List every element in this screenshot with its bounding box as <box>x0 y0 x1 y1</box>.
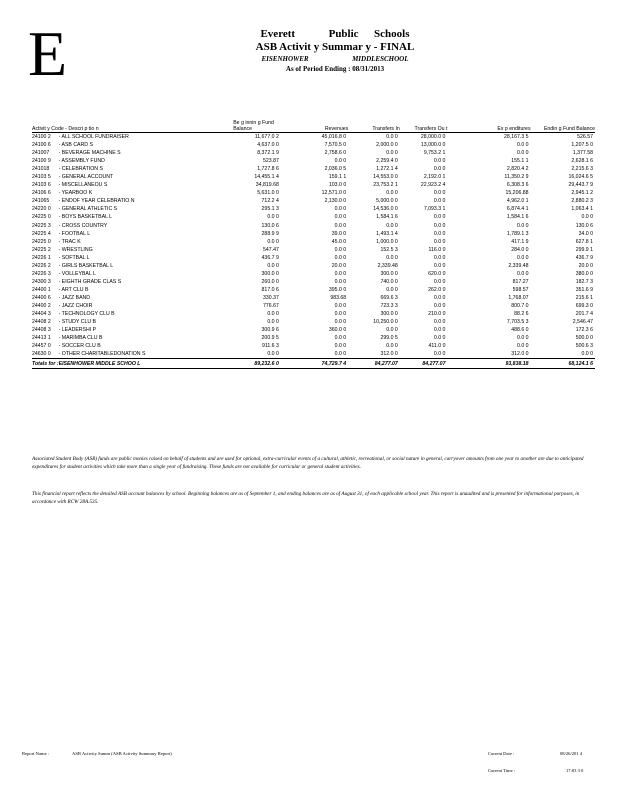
footer-time-value: 17:03 3 0 <box>566 768 584 773</box>
district-name-word-2: Public <box>328 28 359 40</box>
transfers-out: 411.0 0 <box>428 343 446 350</box>
col-beginning-balance: Be g innin g Fund Balance <box>233 116 281 133</box>
revenues: 0.0 0 <box>334 351 347 358</box>
table-row <box>32 318 595 326</box>
activity-code: 24225 4 <box>32 230 51 237</box>
activity-description: - OTHER CHARITABLEDONATION S <box>58 351 146 358</box>
beginning-balance: 436.7 9 <box>261 254 279 261</box>
activity-code: 24225 3 <box>32 222 51 229</box>
transfers-in: 10,250.0 0 <box>373 319 398 326</box>
activity-code: 24226 3 <box>32 270 51 277</box>
expenditures: 11,350.2 9 <box>504 174 529 181</box>
transfers-out: 0.0 0 <box>433 238 446 245</box>
beginning-balance: 0.0 0 <box>267 319 279 326</box>
activity-description: - STUDY CLU B <box>58 319 96 326</box>
ending-balance: 201.7 4 <box>575 311 593 318</box>
footer-report-name: ASB Activity Summ (ASB Activity Summary Report) <box>72 751 172 756</box>
activity-code: 24106 6 <box>32 190 51 197</box>
ending-balance: 2,628.1 6 <box>571 158 593 165</box>
activity-code: 24630 0 <box>32 351 51 358</box>
table-row <box>32 262 595 270</box>
school-level: MIDDLESCHOOL <box>352 55 409 63</box>
table-row <box>32 270 595 278</box>
expenditures: 800.7 0 <box>511 303 529 309</box>
ending-balance: 526.57 <box>577 134 593 141</box>
activity-code: 24300 3 <box>32 278 51 285</box>
beginning-balance: 523.87 <box>262 158 279 165</box>
ending-balance: 380.0 0 <box>575 270 593 277</box>
totals-ending: 68,124.1 6 <box>531 359 595 369</box>
revenues: 0.0 0 <box>334 222 347 229</box>
revenues: 0.0 0 <box>334 335 347 342</box>
expenditures: 0.0 0 <box>517 335 529 342</box>
table-row <box>32 246 595 254</box>
table-row <box>32 157 595 165</box>
transfers-in: 300.0 0 <box>380 270 398 277</box>
revenues: 2,130.0 0 <box>324 198 347 205</box>
district-name-word-1: Everett <box>260 28 296 40</box>
ending-balance: 29,443.7 9 <box>568 182 593 189</box>
transfers-in: 723.3 3 <box>380 303 398 309</box>
activity-description: - TRAC K <box>58 238 81 245</box>
beginning-balance: 0.0 0 <box>267 238 279 245</box>
activity-description: - GENERAL ATHLETIC S <box>58 206 118 213</box>
totals-expenditures: 93,838.18 <box>447 359 530 369</box>
ending-balance: 436.7 9 <box>575 254 593 261</box>
beginning-balance: 4,637.0 0 <box>257 142 279 149</box>
col-activity-code-label: Activit y Code <box>32 126 64 132</box>
transfers-in: 0.0 0 <box>386 286 398 293</box>
activity-code: 24100 2 <box>32 134 51 141</box>
activity-description: - JAZZ CHOIR <box>58 303 93 309</box>
expenditures: 155.1 1 <box>511 158 529 165</box>
school-name: EISENHOWER <box>261 55 309 63</box>
transfers-out: 9,753.2 1 <box>423 150 446 157</box>
activity-description: - CELEBRATION S <box>58 166 103 173</box>
revenues: 0.0 0 <box>334 319 347 326</box>
revenues: 395.0 0 <box>328 286 347 293</box>
activity-code: 24400 2 <box>32 303 51 309</box>
transfers-in: 1,000.0 0 <box>376 238 398 245</box>
transfers-in: 2,000.0 0 <box>376 142 398 149</box>
activity-code: 241065 <box>32 198 50 205</box>
ending-balance: 500.6 3 <box>575 343 593 350</box>
activity-description: - YEARBOO K <box>58 190 93 197</box>
table-row <box>32 141 595 149</box>
activity-description: - LEADERSHI P <box>58 327 97 334</box>
table-row <box>32 173 595 181</box>
transfers-out: 2,192.0 1 <box>423 174 446 181</box>
revenues: 983.68 <box>330 294 347 301</box>
transfers-in: 669.6 3 <box>380 294 398 301</box>
revenues: 159.1 1 <box>328 174 347 181</box>
ending-balance: 1,207.5 0 <box>571 142 593 149</box>
district-logo-letter: E <box>28 18 68 89</box>
activity-description: - EIGHTH GRADE CLAS S <box>58 278 122 285</box>
beginning-balance: 300.9 6 <box>261 327 279 334</box>
transfers-out: 13,000.0 0 <box>420 142 446 149</box>
ending-balance: 215.6 1 <box>575 294 593 301</box>
beginning-balance: 34,819.68 <box>255 182 279 189</box>
beginning-balance: 5,631.0 0 <box>257 190 279 197</box>
footer-time-label: Current Time : <box>488 768 516 773</box>
activity-code: 24103 6 <box>32 182 51 189</box>
transfers-out: 28,000.0 0 <box>420 134 446 141</box>
activity-description: - VOLLEYBAL L <box>58 270 96 277</box>
activity-description: - BEVERAGE MACHINE S <box>58 150 121 157</box>
activity-description: - CROSS COUNTRY <box>58 222 108 229</box>
activity-description: - JAZZ BAND <box>58 294 91 301</box>
table-row <box>32 254 595 262</box>
activity-code: 241018 <box>32 166 50 173</box>
activity-code: 24408 2 <box>32 319 51 326</box>
col-description-label: - Descri p tio n <box>65 126 99 132</box>
expenditures: 0.0 0 <box>517 254 529 261</box>
col-ending-balance: Endin g Fund Balance <box>531 116 595 133</box>
expenditures: 7,703.5 3 <box>506 319 529 326</box>
ending-balance: 699.3 0 <box>575 303 593 309</box>
activity-code: 24225 2 <box>32 246 51 253</box>
expenditures: 488.6 0 <box>511 327 529 334</box>
ending-balance: 627.8 1 <box>575 238 593 245</box>
transfers-out: 0.0 0 <box>433 319 446 326</box>
ending-balance: 1,063.4 1 <box>571 206 593 213</box>
transfers-in: 300.0 0 <box>380 311 398 318</box>
revenues: 0.0 0 <box>334 278 347 285</box>
beginning-balance: 295.1 3 <box>261 206 279 213</box>
beginning-balance: 776.67 <box>262 303 279 309</box>
beginning-balance: 14,455.1 4 <box>254 174 279 181</box>
expenditures: 6,874.4 1 <box>506 206 529 213</box>
activity-summary-table <box>32 116 595 369</box>
activity-description: - ASSEMBLY FUND <box>58 158 105 165</box>
transfers-in: 0.0 0 <box>386 327 398 334</box>
transfers-out: 7,093.3 1 <box>423 206 446 213</box>
beginning-balance: 817.0 6 <box>261 286 279 293</box>
activity-description: - TECHNOLOGY CLU B <box>58 311 115 318</box>
activity-description: - ALL SCHOOL FUNDRAISER <box>58 134 129 141</box>
revenues: 0.0 0 <box>334 254 347 261</box>
revenues: 2,758.6 0 <box>324 150 347 157</box>
expenditures: 817.27 <box>512 278 529 285</box>
col-activity-code <box>32 116 233 133</box>
district-name-word-3: Schools <box>374 28 410 40</box>
transfers-in: 0.0 0 <box>386 190 398 197</box>
activity-code: 24413 1 <box>32 335 51 342</box>
revenues: 360.0 0 <box>328 327 347 334</box>
transfers-in: 299.0 5 <box>380 335 398 342</box>
transfers-in: 14,536.0 0 <box>373 206 398 213</box>
ending-balance: 182.7 3 <box>575 278 593 285</box>
activity-description: - ART CLU B <box>58 286 89 293</box>
activity-code: 24100 9 <box>32 158 51 165</box>
activity-code: 241007 <box>32 150 50 157</box>
activity-code: 24404 3 <box>32 311 51 318</box>
transfers-out: 22,923.2 4 <box>420 182 446 189</box>
revenues: 0.0 0 <box>334 158 347 165</box>
totals-row <box>32 359 595 369</box>
transfers-out: 0.0 0 <box>433 198 446 205</box>
revenues: 45.0 0 <box>331 238 347 245</box>
activity-code: 24457 0 <box>32 343 51 350</box>
activity-description: - GIRLS BASKETBAL L <box>58 262 114 269</box>
report-header <box>180 28 490 75</box>
transfers-out: 620.0 0 <box>428 270 446 277</box>
table-row <box>32 149 595 157</box>
activity-description: - BOYS BASKETBAL L <box>58 214 113 221</box>
transfers-out: 262.0 0 <box>428 286 446 293</box>
table-row <box>32 197 595 205</box>
revenues: 0.0 0 <box>334 214 347 221</box>
table-row <box>32 238 595 246</box>
revenues: 0.0 0 <box>334 343 347 350</box>
expenditures: 2,820.4 2 <box>506 166 529 173</box>
transfers-out: 116.0 0 <box>428 246 446 253</box>
beginning-balance: 547.47 <box>262 246 279 253</box>
expenditures: 4,962.0 1 <box>506 198 529 205</box>
footer-report-label: Report Name : <box>22 751 50 756</box>
table-row <box>32 181 595 189</box>
activity-code: 24226 1 <box>32 254 51 261</box>
transfers-out: 0.0 0 <box>433 294 446 301</box>
activity-description: - MISCELLANEOU S <box>58 182 108 189</box>
col-expenditures: Ex p enditures <box>447 116 530 133</box>
expenditures: 88.2 6 <box>514 311 529 318</box>
totals-transfers-in: 84,277.07 <box>348 359 400 369</box>
table-row <box>32 334 595 342</box>
expenditures: 312.0 0 <box>511 351 529 358</box>
table-row <box>32 350 595 359</box>
transfers-in: 0.0 0 <box>386 343 398 350</box>
period-date: 08/31/2013 <box>352 65 385 73</box>
transfers-in: 0.0 0 <box>386 222 398 229</box>
revenues: 7,570.5 0 <box>324 142 347 149</box>
ending-balance: 20.0 0 <box>578 262 593 269</box>
report-explanation-note: This financial report reflects the detailed ASB account balances by school. Beginning balances are as of September 1, and ending balances are as of August 31, of each applicable school year. This report is unaudited and is presented for informational purposes, in accordance with RCW 28A.535. <box>32 491 580 505</box>
expenditures: 417.1 9 <box>511 238 529 245</box>
transfers-out: 0.0 0 <box>433 254 446 261</box>
transfers-in: 5,000.0 0 <box>376 198 398 205</box>
district-name <box>180 28 490 41</box>
activity-description: - FOOTBAL L <box>58 230 91 237</box>
activity-description: - ASB CARD S <box>58 142 93 149</box>
ending-balance: 130.0 6 <box>575 222 593 229</box>
revenues: 0.0 0 <box>334 270 347 277</box>
ending-balance: 2,880.2 3 <box>571 198 593 205</box>
table-row <box>32 310 595 318</box>
transfers-in: 2,259.4 0 <box>376 158 398 165</box>
activity-description: - WRESTLING <box>58 246 93 253</box>
table-row <box>32 278 595 286</box>
transfers-out: 0.0 0 <box>433 222 446 229</box>
beginning-balance: 0.0 0 <box>267 311 279 318</box>
activity-description: - ENDOF YEAR CELEBRATIO N <box>58 198 135 205</box>
table-row <box>32 286 595 294</box>
activity-description: - SOCCER CLU B <box>58 343 101 350</box>
revenues: 0.0 0 <box>334 311 347 318</box>
expenditures: 284.0 0 <box>511 246 529 253</box>
transfers-in: 2,339.48 <box>377 262 398 269</box>
revenues: 45,016.8 0 <box>321 134 347 141</box>
revenues: 0.0 0 <box>334 206 347 213</box>
ending-balance: 1,377.58 <box>572 150 593 157</box>
transfers-in: 152.5 3 <box>380 246 398 253</box>
ending-balance: 16,024.6 5 <box>568 174 593 181</box>
beginning-balance: 200.9 5 <box>261 335 279 342</box>
transfers-in: 312.0 0 <box>380 351 398 358</box>
expenditures: 15,206.88 <box>505 190 529 197</box>
beginning-balance: 288.9 9 <box>261 230 279 237</box>
activity-code: 24220 0 <box>32 206 51 213</box>
table-row <box>32 213 595 221</box>
transfers-out: 0.0 0 <box>433 262 446 269</box>
expenditures: 2,339.48 <box>508 262 529 269</box>
transfers-in: 740.0 0 <box>380 278 398 285</box>
transfers-in: 14,553.0 0 <box>373 174 398 181</box>
ending-balance: 34.0 0 <box>578 230 593 237</box>
activity-code: 24225 0 <box>32 214 51 221</box>
expenditures: 1,584.1 6 <box>506 214 529 221</box>
expenditures: 0.0 0 <box>517 270 529 277</box>
expenditures: 0.0 0 <box>517 222 529 229</box>
beginning-balance: 0.0 0 <box>267 351 279 358</box>
beginning-balance: 911.6 3 <box>261 343 279 350</box>
transfers-in: 1,272.1 4 <box>376 166 398 173</box>
col-transfers-in: Transfers In <box>348 116 400 133</box>
beginning-balance: 8,372.1 9 <box>257 150 279 157</box>
table-row <box>32 205 595 213</box>
beginning-balance: 300.0 0 <box>261 270 279 277</box>
transfers-in: 23,753.2 1 <box>373 182 398 189</box>
transfers-out: 0.0 0 <box>433 351 446 358</box>
totals-beginning: 89,232.6 0 <box>233 359 281 369</box>
table-row <box>32 165 595 173</box>
activity-code: 24100 6 <box>32 142 51 149</box>
table-row <box>32 230 595 238</box>
expenditures: 0.0 0 <box>517 142 529 149</box>
footer-date-value: 08/26/201 4 <box>560 751 583 756</box>
totals-label: Totals for : <box>32 360 59 367</box>
table-row <box>32 302 595 310</box>
col-revenues: Revenues <box>281 116 348 133</box>
transfers-out: 0.0 0 <box>433 166 446 173</box>
revenues: 103.0 0 <box>328 182 347 189</box>
table-row <box>32 222 595 230</box>
ending-balance: 2,546.47 <box>572 319 593 326</box>
ending-balance: 500.0 0 <box>575 335 593 342</box>
transfers-in: 0.0 0 <box>386 254 398 261</box>
beginning-balance: 712.2 4 <box>261 198 279 205</box>
revenues: 39.0 0 <box>331 230 347 237</box>
expenditures: 28,167.3 5 <box>504 134 529 141</box>
revenues: 12,571.0 0 <box>321 190 347 197</box>
transfers-out: 0.0 0 <box>433 190 446 197</box>
activity-description: - SOFTBAL L <box>58 254 90 261</box>
table-row <box>32 342 595 350</box>
transfers-out: 0.0 0 <box>433 230 446 237</box>
transfers-out: 0.0 0 <box>433 278 446 285</box>
transfers-out: 0.0 0 <box>433 335 446 342</box>
transfers-out: 0.0 0 <box>433 214 446 221</box>
totals-transfers-out: 84,277.07 <box>400 359 448 369</box>
table-row <box>32 189 595 197</box>
expenditures: 0.0 0 <box>517 343 529 350</box>
transfers-out: 0.0 0 <box>433 327 446 334</box>
table-row <box>32 326 595 334</box>
activity-code: 24408 3 <box>32 327 51 334</box>
ending-balance: 0.0 0 <box>581 214 593 221</box>
period-label: As of Period Ending : <box>285 65 351 73</box>
asb-explanation-note: Associated Student Body (ASB) funds are public monies raised on behalf of students and are used for optional, extra-curricular events of a cultural, athletic, recreational, or social nature in general, carryover amounts from one year to another are due to anticipated expenditures for student activities which take more than a single year of fundraising. These funds are not available for curricular or general student activities. <box>32 456 584 470</box>
school-line <box>180 54 490 64</box>
activity-code: 24103 5 <box>32 174 51 181</box>
transfers-in: 0.0 0 <box>386 150 398 157</box>
activity-code: 24400 6 <box>32 294 51 301</box>
revenues: 20.0 0 <box>331 262 347 269</box>
revenues: 2,036.0 5 <box>324 166 347 173</box>
transfers-in: 0.0 0 <box>386 134 398 141</box>
activity-code: 24400 1 <box>32 286 51 293</box>
transfers-out: 0.0 0 <box>433 158 446 165</box>
activity-code: 24226 2 <box>32 262 51 269</box>
ending-balance: 2,215.6 3 <box>571 166 593 173</box>
beginning-balance: 130.0 6 <box>261 222 279 229</box>
ending-balance: 0.0 0 <box>581 351 593 358</box>
beginning-balance: 0.0 0 <box>267 262 279 269</box>
transfers-out: 210.0 0 <box>428 311 446 318</box>
expenditures: 0.0 0 <box>517 150 529 157</box>
totals-school: EISENHOWER MIDDLE SCHOO L <box>59 359 234 369</box>
table-row <box>32 294 595 302</box>
report-title: ASB Activit y Summar y - FINAL <box>255 41 415 53</box>
beginning-balance: 260.0 0 <box>261 278 279 285</box>
expenditures: 598.57 <box>512 286 529 293</box>
table-row <box>32 133 595 142</box>
revenues: 0.0 0 <box>334 303 347 309</box>
beginning-balance: 330.37 <box>262 294 279 301</box>
expenditures: 6,308.3 6 <box>506 182 529 189</box>
activity-code: 24225 0 <box>32 238 51 245</box>
table-header-row <box>32 116 595 133</box>
transfers-in: 1,584.1 6 <box>376 214 398 221</box>
beginning-balance: 11,677.0 2 <box>254 134 279 141</box>
ending-balance: 299.9 1 <box>575 246 593 253</box>
period-line <box>180 64 490 75</box>
totals-revenues: 74,729.7 4 <box>281 359 348 369</box>
expenditures: 1,768.07 <box>508 294 529 301</box>
footer-date-label: Current Date : <box>488 751 515 756</box>
beginning-balance: 0.0 0 <box>267 214 279 221</box>
revenues: 0.0 0 <box>334 246 347 253</box>
expenditures: 1,789.1 3 <box>506 230 529 237</box>
activity-description: - MARIMBA CLU B <box>58 335 103 342</box>
ending-balance: 2,945.1 2 <box>571 190 593 197</box>
ending-balance: 351.6 9 <box>575 286 593 293</box>
beginning-balance: 1,727.8 6 <box>257 166 279 173</box>
activity-description: - GENERAL ACCOUNT <box>58 174 114 181</box>
transfers-in: 1,493.1 4 <box>376 230 398 237</box>
ending-balance: 172.3 6 <box>575 327 593 334</box>
col-transfers-out: Transfers Ou t <box>400 116 448 133</box>
transfers-out: 0.0 0 <box>433 303 446 309</box>
